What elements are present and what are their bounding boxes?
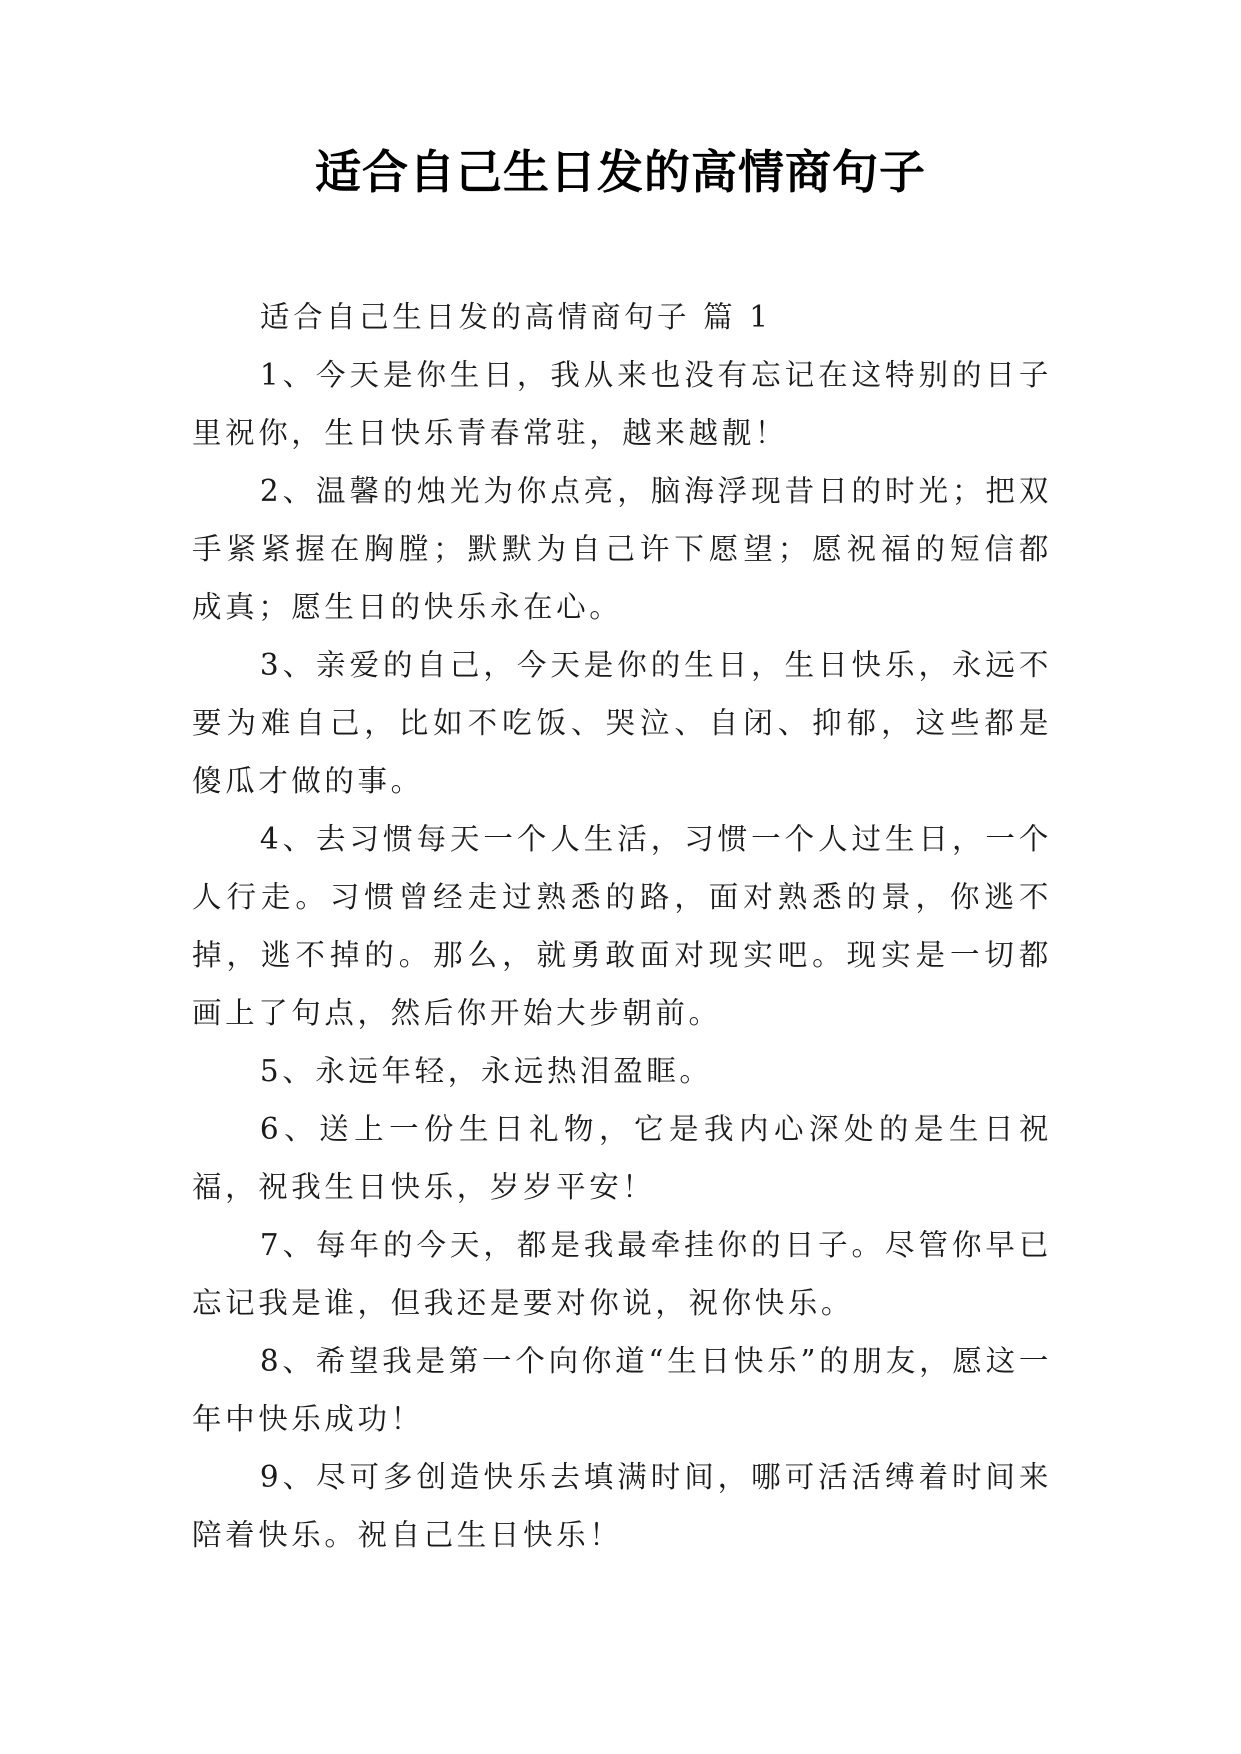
section-heading: 适合自己生日发的高情商句子 篇 1 — [259, 300, 772, 334]
document-title: 适合自己生日发的高情商句子 — [315, 145, 926, 199]
paragraph-8: 8、希望我是第一个向你道“生日快乐”的朋友，愿这一年中快乐成功！ — [192, 1344, 1052, 1436]
paragraph-9: 9、尽可多创造快乐去填满时间，哪可活活缚着时间来陪着快乐。祝自己生日快乐！ — [192, 1460, 1052, 1552]
paragraph-5: 5、永远年轻，永远热泪盈眶。 — [259, 1054, 713, 1088]
paragraph-3: 3、亲爱的自己，今天是你的生日，生日快乐，永远不要为难自己，比如不吃饭、哭泣、自闭、抑郁，这些都是傻瓜才做的事。 — [192, 648, 1052, 798]
document-body — [192, 288, 1052, 1564]
paragraph-1: 1、今天是你生日，我从来也没有忘记在这特别的日子里祝你，生日快乐青春常驻，越来越靓！ — [192, 358, 1052, 450]
paragraph-7: 7、每年的今天，都是我最牵挂你的日子。尽管你早已忘记我是谁，但我还是要对你说，祝你快乐。 — [192, 1228, 1052, 1320]
paragraph-2: 2、温馨的烛光为你点亮，脑海浮现昔日的时光；把双手紧紧握在胸膛；默默为自己许下愿望；愿祝福的短信都成真；愿生日的快乐永在心。 — [192, 474, 1052, 624]
paragraph-4: 4、去习惯每天一个人生活，习惯一个人过生日，一个人行走。习惯曾经走过熟悉的路，面对熟悉的景，你逃不掉，逃不掉的。那么，就勇敢面对现实吧。现实是一切都画上了句点，然后你开始大步朝前。 — [192, 822, 1052, 1030]
paragraph-6: 6、送上一份生日礼物，它是我内心深处的是生日祝福，祝我生日快乐，岁岁平安！ — [192, 1112, 1052, 1204]
